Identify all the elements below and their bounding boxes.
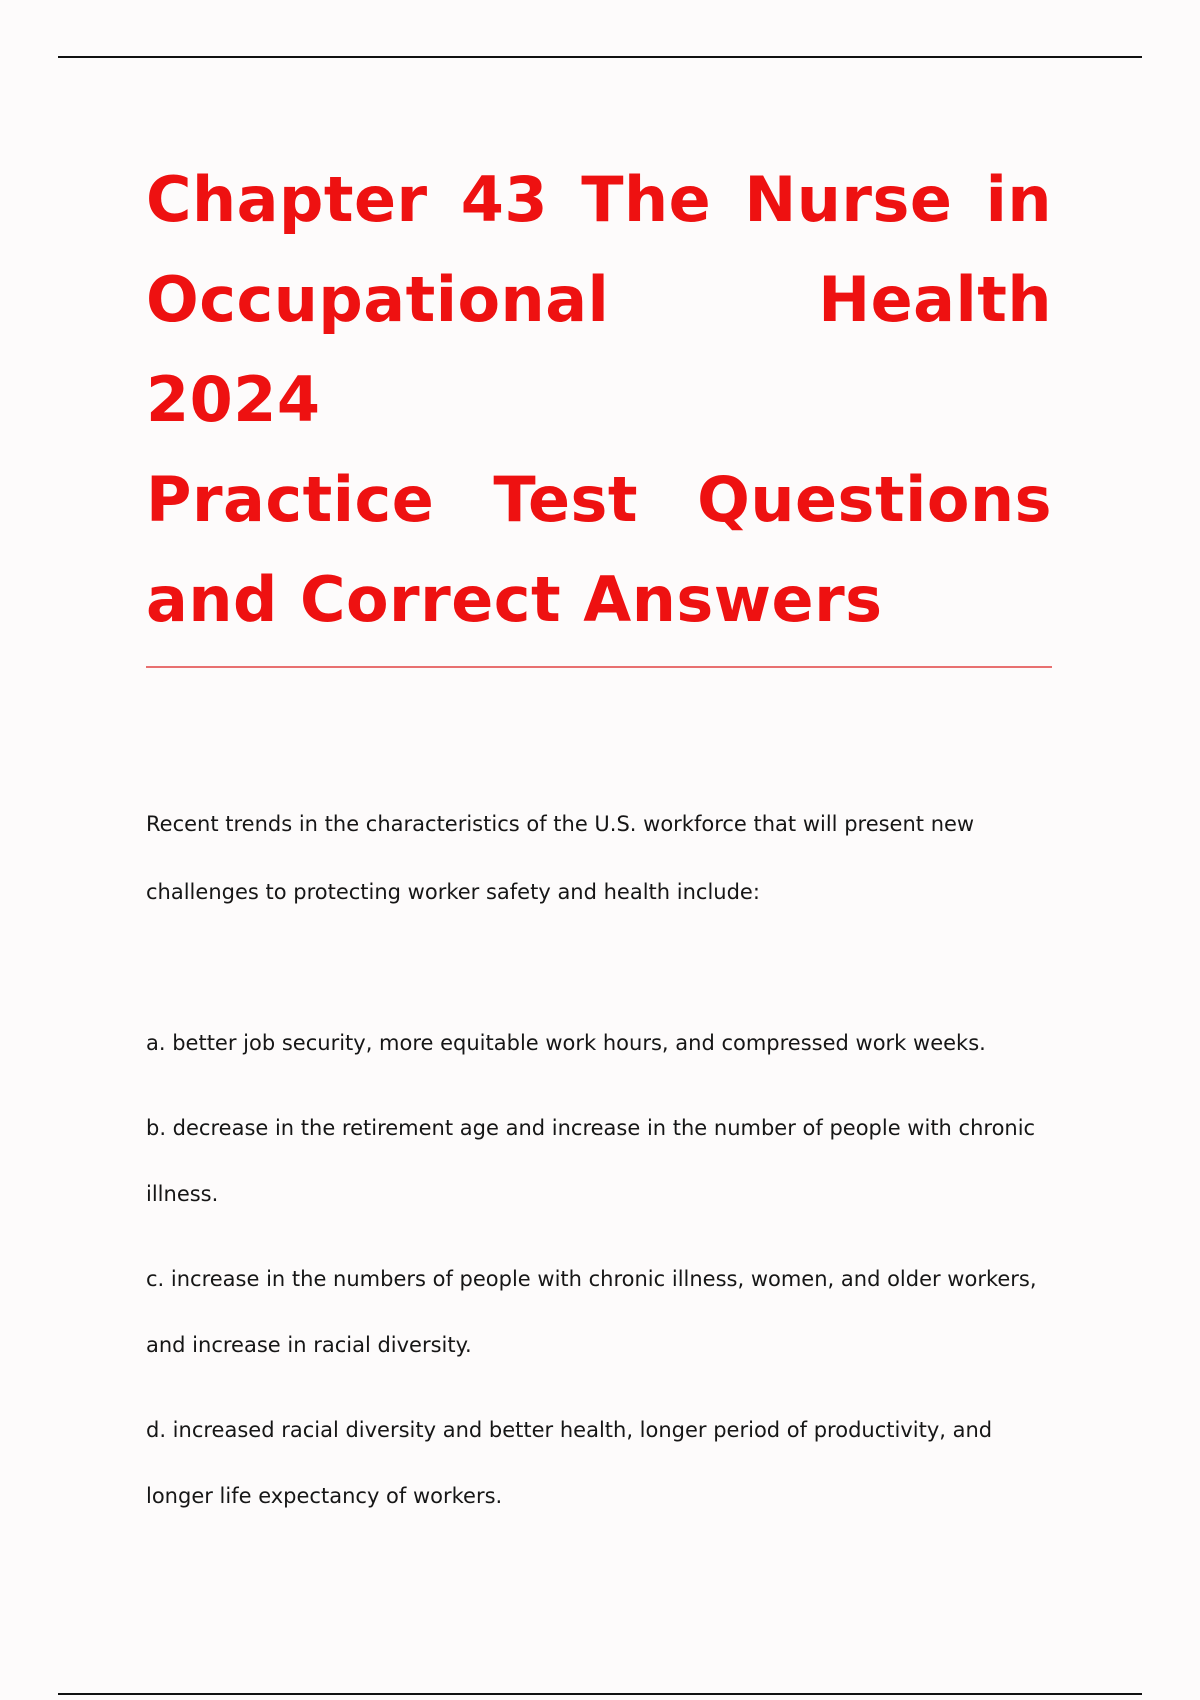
bottom-rule [58, 1693, 1142, 1695]
title-divider [146, 666, 1052, 668]
answer-options [146, 1010, 1046, 1548]
option-d: d. increased racial diversity and better health, longer period of productivity, and longer life expectancy of workers. [146, 1418, 993, 1508]
title-line-3: Practice Test Questions [146, 463, 1052, 536]
title-line-2: Occupational Health 2024 [146, 263, 1052, 436]
title-line-4: and Correct Answers [146, 563, 883, 636]
document-title [146, 150, 1052, 650]
option-c: c. increase in the numbers of people with chronic illness, women, and older workers, and increase in racial diversity. [146, 1267, 1037, 1357]
top-rule [58, 56, 1142, 58]
question-text: Recent trends in the characteristics of the U.S. workforce that will present new challenges to protecting worker safety and health include: [146, 812, 975, 904]
option-b: b. decrease in the retirement age and increase in the number of people with chronic illness. [146, 1116, 1036, 1206]
option-a: a. better job security, more equitable work hours, and compressed work weeks. [146, 1031, 986, 1055]
title-line-1: Chapter 43 The Nurse in [146, 163, 1052, 236]
